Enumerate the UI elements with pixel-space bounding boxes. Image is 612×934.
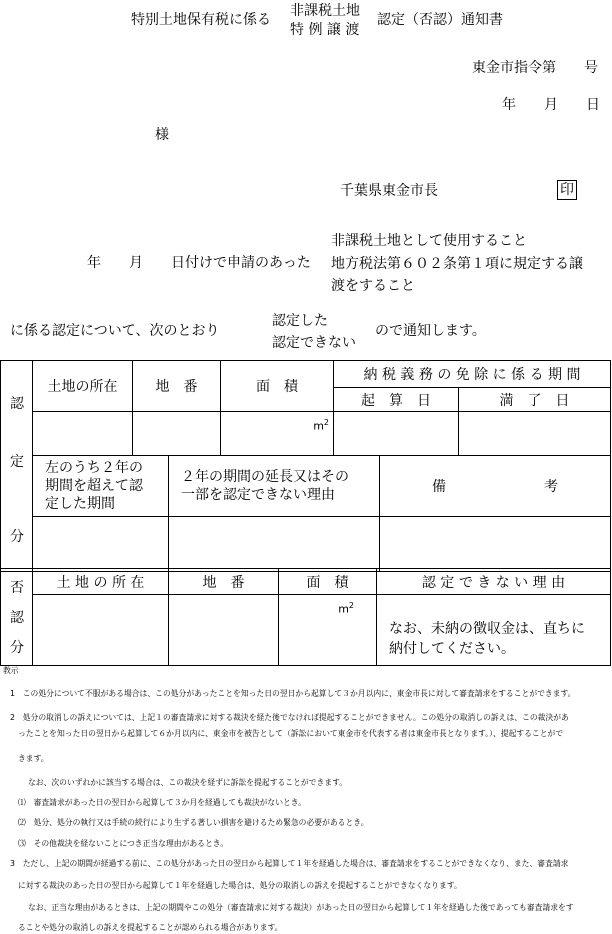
denied-col-lot-number: 地 番 xyxy=(169,569,279,595)
instructions-heading: 教示 xyxy=(3,666,19,675)
col-remarks: 備 考 xyxy=(380,455,611,517)
col-extended-line-3: 定した期間 xyxy=(45,496,115,513)
instruction-line: ったことを知った日の翌日から起算して６か月以内に、東金市を被告として（訴訟において東金市を代表する者は東金市長となります。）、提起することがで xyxy=(18,729,564,738)
col-extended-line-2: 期間を超えて認 xyxy=(45,478,143,495)
title-right: 認定（否認）通知書 xyxy=(377,12,503,28)
cell-denial-reason[interactable] xyxy=(169,517,380,572)
denied-cell-area[interactable] xyxy=(279,595,377,666)
instruction-line: 1 この処分について不服がある場合は、この処分があったことを知った日の翌日から起算して３か月以内に、東金市長に対して審査請求をすることができます。 xyxy=(10,689,576,698)
unpaid-note-line-2: 納付してください。 xyxy=(389,641,515,657)
instruction-line: ⑶ その他裁決を経ないことにつき正当な理由があるとき。 xyxy=(18,839,229,848)
application-date: 年 月 日付けで申請のあった xyxy=(87,255,311,271)
col-lot-number: 地 番 xyxy=(133,361,221,412)
denied-cell-reason[interactable] xyxy=(377,595,611,666)
approved-table xyxy=(0,360,611,572)
denied-table xyxy=(0,568,611,666)
cell-lot-number[interactable] xyxy=(133,412,221,455)
col-extended-period xyxy=(33,455,169,517)
instruction-line: 3 ただし、上記の期間が経過する前に、この処分があった日の翌日から起算して１年を経過した場合は、審査請求をすることができなくなり、また、審査請求 xyxy=(10,859,569,868)
instruction-line: きます。 xyxy=(18,754,49,763)
instruction-line: ⑵ 処分、処分の執行又は手続の続行により生ずる著しい損害を避けるため緊急の必要があるとき。 xyxy=(18,818,369,827)
cell-start-date[interactable] xyxy=(334,412,459,455)
instruction-line: に対する裁決のあった日の翌日から起算して１年を経過した場合は、処分の取消しの訴えを提起することができなくなります。 xyxy=(18,881,462,890)
col-reason-line-1: ２年の期間の延長又はその xyxy=(181,469,349,486)
unpaid-note-line-1: なお、未納の徴収金は、直ちに xyxy=(389,621,585,637)
denied-cell-location[interactable] xyxy=(33,595,169,666)
cell-location[interactable] xyxy=(33,412,133,455)
addressee-suffix: 様 xyxy=(155,127,169,143)
col-location: 土地の所在 xyxy=(33,361,133,412)
denied-area-unit-superscript: 2 xyxy=(348,601,354,611)
cell-end-date[interactable] xyxy=(459,412,611,455)
issuer-name: 千葉県東金市長 xyxy=(340,183,438,199)
title-option-nontaxable: 非課税土地 xyxy=(290,3,360,19)
denied-area-unit: m xyxy=(338,602,349,616)
issue-date: 年 月 日 xyxy=(502,97,600,113)
denied-col-location: 土 地 の 所 在 xyxy=(33,569,169,595)
certification-prefix: に係る認定について、次のとおり xyxy=(10,323,220,339)
cell-extended-period[interactable] xyxy=(33,517,169,572)
col-start-date: 起 算 日 xyxy=(334,387,459,412)
col-extended-line-1: 左のうち２年の xyxy=(45,460,143,477)
area-unit: m xyxy=(313,420,324,434)
cell-remarks[interactable] xyxy=(380,517,611,572)
area-unit-superscript: 2 xyxy=(323,418,329,428)
certification-option-denied: 認定できない xyxy=(272,335,356,351)
denied-cell-lot-number[interactable] xyxy=(169,595,279,666)
instruction-line: ることや処分の取消しの訴えを提起することが認められる場合があります。 xyxy=(18,923,283,932)
cell-area[interactable] xyxy=(221,412,334,455)
denied-col-reason: 認 定 で き な い 理 由 xyxy=(377,569,611,595)
document-number: 東金市指令第 号 xyxy=(472,60,598,76)
col-exemption-period: 納 税 義 務 の 免 除 に 係 る 期 間 xyxy=(334,361,611,388)
application-option-transfer-cont: 渡をすること xyxy=(331,278,415,294)
instruction-line: 2 処分の取消しの訴えについては、上記１の審査請求に対する裁決を経た後でなければ提起することができません。この処分の取消しの訴えは、この裁決があ xyxy=(10,713,569,722)
approved-side-char-2: 定 xyxy=(10,454,24,470)
title-left: 特別土地保有税に係る xyxy=(131,12,271,28)
col-denial-reason xyxy=(169,455,380,517)
title-option-special-transfer: 特 例 譲 渡 xyxy=(290,22,360,38)
application-option-use: 非課税土地として使用すること xyxy=(331,233,527,249)
instruction-line: なお、次のいずれかに該当する場合は、この裁決を経ずに訴訟を提起することができます。 xyxy=(28,778,348,787)
certification-option-approved: 認定した xyxy=(272,313,328,329)
instruction-line: なお、正当な理由があるときは、上記の期間やこの処分（審査請求に対する裁決）があった日の翌日から起算して１年を経過した後であっても審査請求をす xyxy=(28,903,574,912)
denied-side-char-1: 否 xyxy=(10,580,24,596)
approved-side-label xyxy=(1,361,33,572)
seal-mark: 印 xyxy=(557,180,577,200)
certification-suffix: ので通知します。 xyxy=(375,323,486,339)
application-option-transfer: 地方税法第６０２条第１項に規定する譲 xyxy=(331,256,583,272)
denied-side-char-3: 分 xyxy=(10,640,24,656)
denied-side-char-2: 認 xyxy=(10,610,24,626)
denied-side-label xyxy=(1,569,33,666)
denied-col-area: 面 積 xyxy=(279,569,377,595)
approved-side-char-3: 分 xyxy=(10,529,24,545)
col-area: 面 積 xyxy=(221,361,334,412)
instruction-line: ⑴ 審査請求があった日の翌日から起算して３か月を経過しても裁決がないとき。 xyxy=(18,798,307,807)
col-end-date: 満 了 日 xyxy=(459,387,611,412)
col-reason-line-2: 一部を認定できない理由 xyxy=(181,487,335,504)
approved-side-char-1: 認 xyxy=(10,396,24,412)
